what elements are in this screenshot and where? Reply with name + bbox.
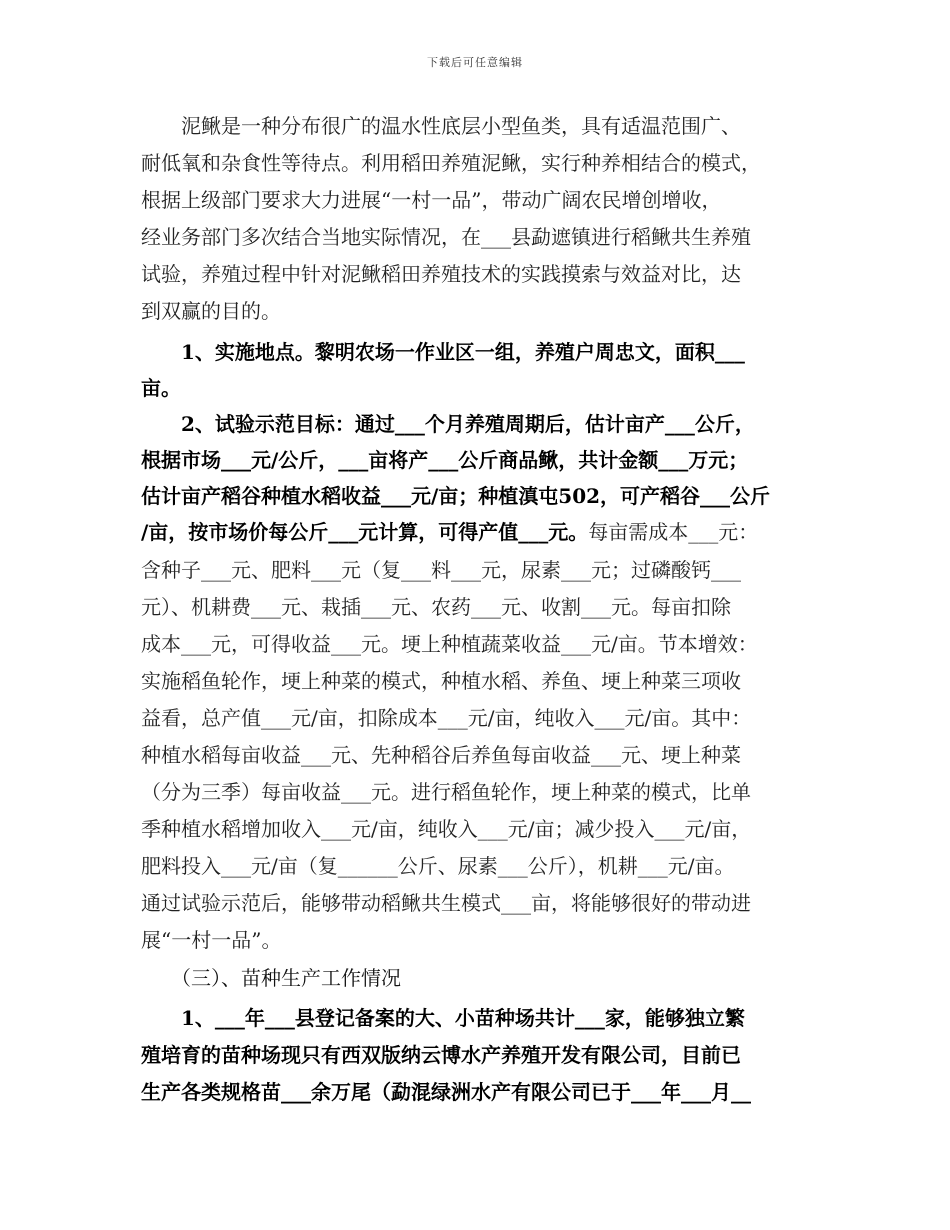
section-2-line-4-bold: /亩，按市场价每公斤___元计算，可得产值___元。 [141,520,589,544]
body-line-2: 耐低氧和杂食性等待点。利用稻田养殖泥鳅，实行种养相结合的模式， [141,151,761,175]
section-2-line-4 [141,520,821,544]
body-line-16: 实施稻鱼轮作，埂上种菜的模式，种植水稻、养鱼、埂上种菜三项收 [141,669,741,693]
section-3-line-2: 殖培育的苗种场现只有西双版纳云博水产养殖开发有限公司，目前已 [141,1043,741,1067]
section-2-line-4-light: 每亩需成本___元： [588,520,759,544]
body-line-1: 泥鳅是一种分布很广的温水性底层小型鱼类，具有适温范围广、 [141,114,741,138]
section-1-line-1: 1、实施地点。黎明农场一作业区一组，养殖户周忠文，面积___ [141,340,745,364]
body-line-4: 经业务部门多次结合当地实际情况，在___县勐遮镇进行稻鳅共生养殖 [141,225,751,249]
body-line-19: （分为三季）每亩收益___元。进行稻鱼轮作，埂上种菜的模式，比单 [141,780,751,804]
body-line-20: 季种植水稻增加收入___元/亩，纯收入___元/亩；减少投入___元/亩， [141,817,752,841]
body-line-3: 根据上级部门要求大力进展“一村一品”，带动广阔农民增创增收， [141,188,722,212]
section-2-line-1: 2、试验示范目标：通过___个月养殖周期后，估计亩产___公斤， [141,412,755,436]
page-header: 下载后可任意编辑 [427,56,523,69]
body-line-23: 展“一村一品”。 [141,928,282,952]
body-line-18: 种植水稻每亩收益___元、先种稻谷后养鱼每亩收益___元、埂上种菜 [141,743,741,767]
body-line-14: 元）、机耕费___元、栽插___元、农药___元、收割___元。每亩扣除 [141,595,731,619]
body-line-5: 试验，养殖过程中针对泥鳅稻田养殖技术的实践摸索与效益对比，达 [141,262,741,286]
section-2-line-2: 根据市场___元/公斤，___亩将产___公斤商品鳅，共计金额___万元； [141,448,749,472]
section-heading-3: （三）、苗种生产工作情况 [141,966,401,990]
body-line-6: 到双赢的目的。 [141,299,281,323]
body-line-22: 通过试验示范后，能够带动稻鳅共生模式___亩，将能够很好的带动进 [141,891,751,915]
section-1-line-2: 亩。 [141,376,181,400]
body-line-15: 成本___元，可得收益___元。埂上种植蔬菜收益___元/亩。节本增效： [141,632,758,656]
body-line-13: 含种子___元、肥料___元（复___料___元，尿素___元；过磷酸钙___ [141,558,741,582]
section-3-line-3: 生产各类规格苗___余万尾（勐混绿洲水产有限公司已于___年___月__ [141,1080,751,1104]
section-2-line-3: 估计亩产稻谷种植水稻收益___元/亩；种植滇屯502，可产稻谷___公斤 [141,484,771,508]
section-3-line-1: 1、___年___县登记备案的大、小苗种场共计___家，能够独立繁 [141,1006,745,1030]
body-line-21: 肥料投入___元/亩（复______公斤、尿素___公斤），机耕___元/亩。 [141,854,735,878]
body-line-17: 益看，总产值___元/亩，扣除成本___元/亩，纯收入___元/亩。其中： [141,706,752,730]
